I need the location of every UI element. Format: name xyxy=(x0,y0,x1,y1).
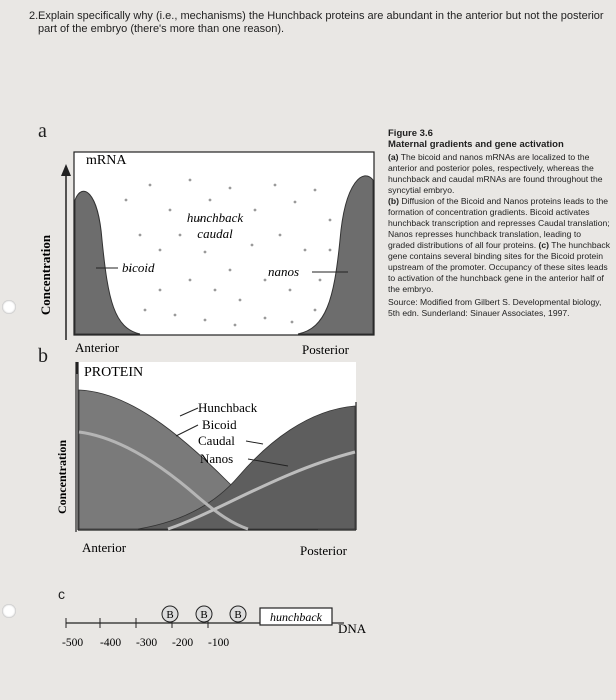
panel-c-letter: c xyxy=(58,586,65,602)
bicoid-site-2 xyxy=(196,606,212,622)
figure-number: Figure 3.6 xyxy=(388,128,433,139)
svg-text:B: B xyxy=(200,609,208,621)
panel-b-y-axis-label: Concentration xyxy=(55,440,69,514)
caption-part-a: (a) The bicoid and nanos mRNAs are localized to the anterior and posterior poles, respectively, whereas the hunchback and caudal mRNAs are found throughout the syncytial embryo. xyxy=(388,152,603,195)
caption-source: Source: Modified from Gilbert S. Developmental biology, 5th edn. Sunderland: Sinauer Associates, 1997. xyxy=(388,297,602,318)
tick-300: -300 xyxy=(136,637,158,649)
posterior-label-b: Posterior xyxy=(300,543,347,558)
panel-a-letter: a xyxy=(38,120,47,142)
panel-b-letter: b xyxy=(38,345,48,367)
figure-title: Maternal gradients and gene activation xyxy=(388,139,564,150)
caudal-label: caudal xyxy=(197,226,233,241)
bicoid-site-1 xyxy=(162,606,178,622)
panel-c-diagram xyxy=(60,600,380,660)
svg-text:B: B xyxy=(234,609,242,621)
question xyxy=(29,10,610,36)
dna-label: DNA xyxy=(338,621,367,636)
posterior-label-a: Posterior xyxy=(302,342,349,357)
legend-nanos: Nanos xyxy=(200,451,234,466)
binder-hole xyxy=(2,604,16,618)
tick-100: -100 xyxy=(208,637,230,649)
tick-200: -200 xyxy=(172,637,194,649)
tick-400: -400 xyxy=(100,637,122,649)
hunchback-gene-label: hunchback xyxy=(270,610,322,624)
bicoid-label: bicoid xyxy=(122,260,155,275)
hunchback-label: hunchback xyxy=(186,210,244,225)
y-axis-arrow xyxy=(61,164,71,176)
y-axis-label: Concentration xyxy=(38,234,53,316)
legend-hunchback: Hunchback xyxy=(198,400,258,415)
svg-text:B: B xyxy=(166,609,174,621)
nanos-label: nanos xyxy=(268,264,300,279)
panel-b-title: PROTEIN xyxy=(84,365,144,380)
anterior-label-a: Anterior xyxy=(75,340,120,355)
caption-part-b: (b) Diffusion of the Bicoid and Nanos proteins leads to the formation of concentration gradients. Bicoid activates hunchback transcription and represses Caudal translation; Nanos represses hunchback translation, leading to graded distributions of all four proteins. (c) The hunchback gene contains several binding sites for the Bicoid protein upstream of the promoter. Occupancy of these sites leads to activation of the hunchback gene in the anterior half of the embryo. xyxy=(388,196,610,294)
anterior-label-b: Anterior xyxy=(82,540,127,555)
bicoid-site-3 xyxy=(230,606,246,622)
question-text: Explain specifically why (i.e., mechanisms) the Hunchback proteins are abundant in the anterior but not the posterior part of the embryo (there's more than one reason). xyxy=(38,10,604,35)
figure-caption xyxy=(388,128,610,319)
binder-hole xyxy=(2,300,16,314)
panel-a-diagram xyxy=(30,140,380,360)
tick-500: -500 xyxy=(62,637,84,649)
legend-bicoid: Bicoid xyxy=(202,417,237,432)
panel-b-diagram xyxy=(48,362,360,562)
question-number: 2. xyxy=(29,10,39,22)
panel-a-title: mRNA xyxy=(86,153,127,168)
legend-caudal: Caudal xyxy=(198,433,235,448)
